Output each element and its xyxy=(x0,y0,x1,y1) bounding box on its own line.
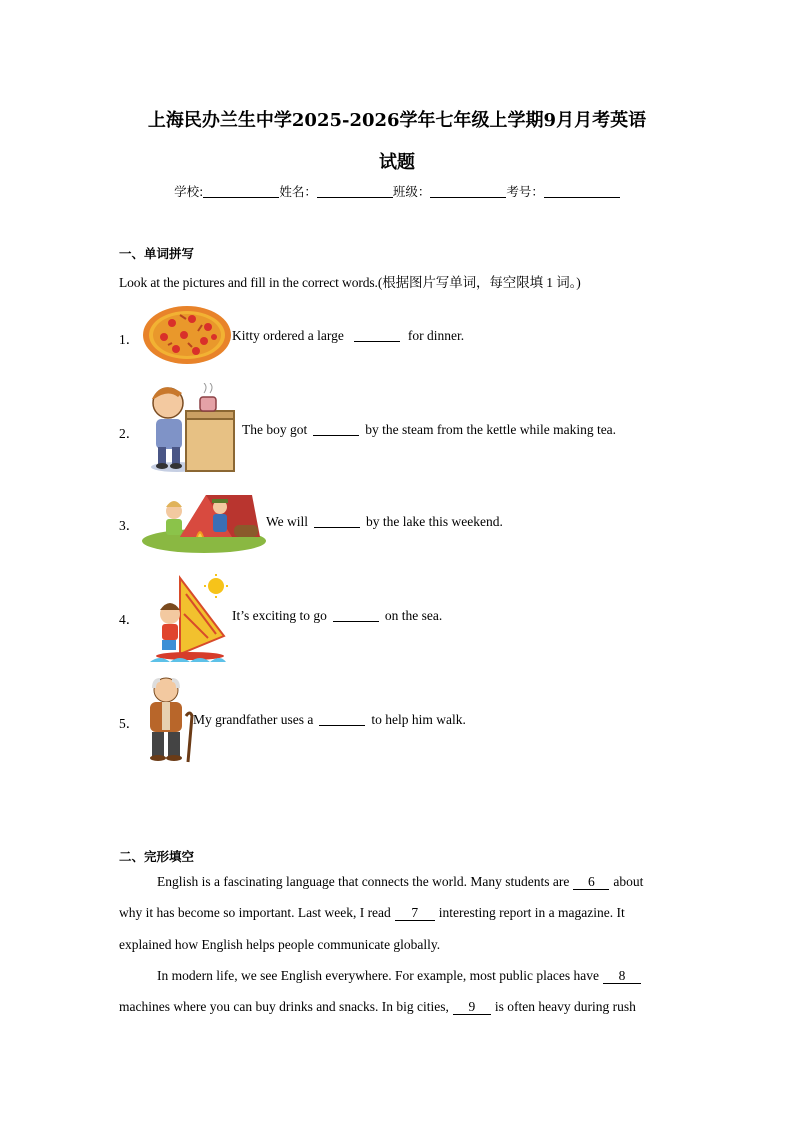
passage-line-4 xyxy=(119,968,671,984)
student-info-row xyxy=(0,182,794,200)
sentence-before: Kitty ordered a large xyxy=(232,328,344,343)
answer-blank-2[interactable] xyxy=(313,423,359,436)
cloze-blank-8[interactable]: 8 xyxy=(603,968,641,984)
question-number: 5． xyxy=(119,716,140,731)
sentence-before: My grandfather uses a xyxy=(193,712,314,727)
passage-text: interesting report in a magazine. It xyxy=(438,905,625,920)
cloze-blank-9[interactable]: 9 xyxy=(453,999,491,1015)
exam-number-label: 考号： xyxy=(506,184,544,199)
cloze-blank-6[interactable]: 6 xyxy=(573,874,609,890)
question-3-sentence xyxy=(266,514,503,530)
name-field[interactable] xyxy=(317,185,393,198)
section2-heading: 二、完形填空 xyxy=(119,849,195,864)
boy-burned-icon xyxy=(142,383,240,475)
passage-line-3 xyxy=(119,937,671,953)
school-field[interactable] xyxy=(203,185,279,198)
answer-blank-3[interactable] xyxy=(314,515,360,528)
passage-text: explained how English helps people communicate globally. xyxy=(119,937,441,952)
passage-text: English is a fascinating language that connects the world. Many students are xyxy=(157,874,570,889)
sentence-after: to help him walk. xyxy=(371,712,466,727)
question-number: 2． xyxy=(119,426,140,441)
school-label: 学校: xyxy=(174,184,204,199)
camping-icon xyxy=(140,487,268,555)
sentence-after: on the sea. xyxy=(384,608,443,623)
passage-text: about xyxy=(613,874,644,889)
section1-heading: 一、单词拼写 xyxy=(119,246,195,261)
question-number: 1． xyxy=(119,332,140,347)
passage-text: is often heavy during rush xyxy=(494,999,636,1014)
answer-blank-5[interactable] xyxy=(319,713,365,726)
class-label: 班级： xyxy=(392,184,431,199)
passage-line-2 xyxy=(119,905,671,921)
exam-title-line1: 上海民办兰生中学2025-2026学年七年级上学期9月月考英语 xyxy=(147,110,647,131)
name-label: 姓名： xyxy=(279,184,317,199)
passage-line-1 xyxy=(119,874,671,890)
grandpa-cane-icon xyxy=(142,676,194,764)
class-field[interactable] xyxy=(430,185,506,198)
exam-number-field[interactable] xyxy=(544,185,620,198)
sentence-after: by the lake this weekend. xyxy=(366,514,503,529)
passage-text: In modern life, we see English everywhere. For example, most public places have xyxy=(157,968,599,983)
question-2-sentence xyxy=(242,422,616,438)
question-number: 4． xyxy=(119,612,140,627)
passage-line-5 xyxy=(119,999,671,1015)
sentence-before: The boy got xyxy=(242,422,308,437)
pizza-icon xyxy=(142,303,232,365)
question-5-sentence xyxy=(193,712,466,728)
question-4-sentence xyxy=(232,608,442,624)
passage-text: machines where you can buy drinks and snacks. In big cities, xyxy=(119,999,449,1014)
sentence-before: We will xyxy=(266,514,309,529)
sentence-after: for dinner. xyxy=(407,328,465,343)
question-number: 3． xyxy=(119,518,140,533)
answer-blank-1[interactable] xyxy=(354,329,400,342)
exam-title-line2: 试题 xyxy=(379,152,415,173)
sentence-before: It’s exciting to go xyxy=(232,608,327,623)
answer-blank-4[interactable] xyxy=(333,609,379,622)
section1-instruction: Look at the pictures and fill in the correct words.(根据图片写单词，每空限填 1 词。) xyxy=(119,275,581,290)
sentence-after: by the steam from the kettle while making tea. xyxy=(365,422,617,437)
windsurfing-icon xyxy=(146,574,230,668)
question-1-sentence xyxy=(232,328,464,344)
passage-text: why it has become so important. Last week, I read xyxy=(119,905,391,920)
cloze-blank-7[interactable]: 7 xyxy=(395,905,435,921)
